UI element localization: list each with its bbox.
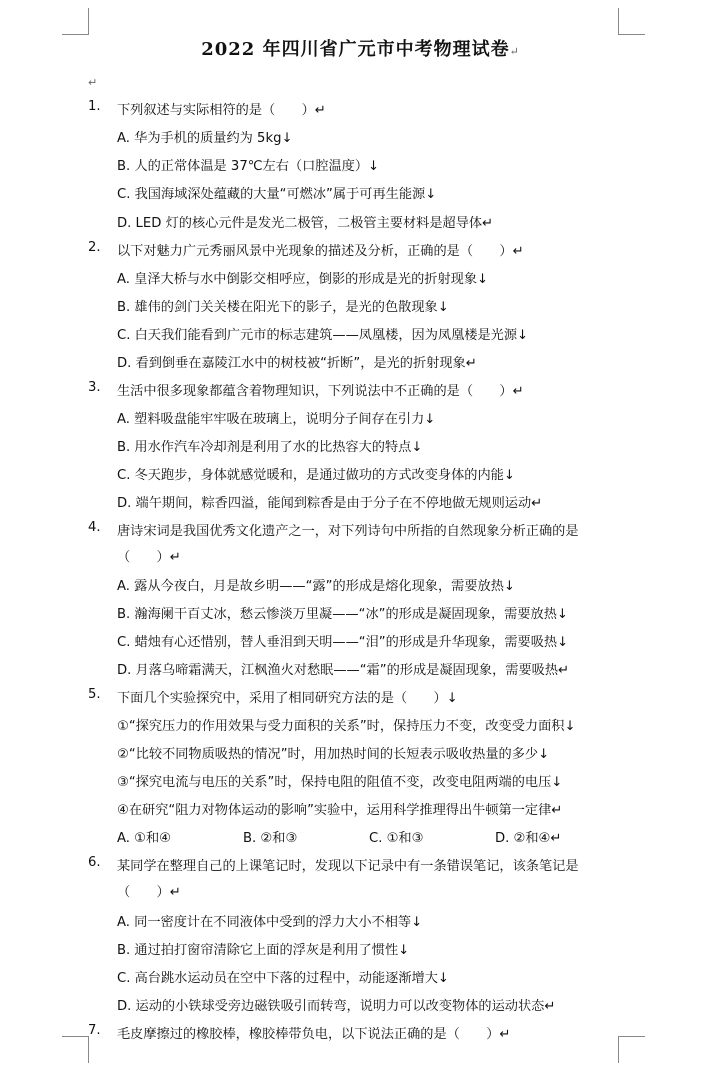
- statement-item: ①“探究压力的作用效果与受力面积的关系”时，保持压力不变，改变受力面积↓: [117, 719, 576, 734]
- question-stem: 以下对魅力广元秀丽风景中光现象的描述及分析，正确的是（ ）↵: [117, 244, 524, 259]
- statement-item: ③“探究电流与电压的关系”时，保持电阻的阻值不变，改变电阻两端的电压↓: [117, 775, 563, 790]
- option-d: D. 运动的小铁球受旁边磁铁吸引而转弯，说明力可以改变物体的运动状态↵: [117, 999, 556, 1014]
- question-number: 7.: [88, 1023, 101, 1038]
- option-d: D. ②和④↵: [495, 831, 562, 846]
- question-stem: 下列叙述与实际相符的是（ ）↵: [117, 103, 326, 118]
- page-corner-mark: [62, 1036, 89, 1063]
- question-stem-continued: （ ）↵: [117, 550, 181, 565]
- page-title: [0, 35, 721, 61]
- statement-item: ④在研究“阻力对物体运动的影响”实验中，运用科学推理得出牛顿第一定律↵: [117, 803, 563, 818]
- option-d: D. 月落乌啼霜满天，江枫渔火对愁眠——“霜”的形成是凝固现象，需要吸热↵: [117, 663, 570, 678]
- question-number: 1.: [88, 99, 101, 114]
- question-stem: 生活中很多现象都蕴含着物理知识，下列说法中不正确的是（ ）↵: [117, 384, 524, 399]
- option-d: D. 看到倒垂在嘉陵江水中的树枝被“折断”，是光的折射现象↵: [117, 356, 477, 371]
- option-b: B. 瀚海阑干百丈冰，愁云惨淡万里凝——“冰”的形成是凝固现象，需要放热↓: [117, 607, 568, 622]
- title-text: 2022 年四川省广元市中考物理试卷: [201, 39, 510, 60]
- option-a: A. 同一密度计在不同液体中受到的浮力大小不相等↓: [117, 915, 423, 930]
- question-number: 6.: [88, 855, 101, 870]
- page-corner-mark: [618, 8, 645, 35]
- question-number: 2.: [88, 240, 101, 255]
- question-stem: 毛皮摩擦过的橡胶棒，橡胶棒带负电，以下说法正确的是（ ）↵: [117, 1027, 511, 1042]
- option-a: A. 露从今夜白，月是故乡明——“露”的形成是熔化现象，需要放热↓: [117, 579, 515, 594]
- option-c: C. ①和③: [369, 831, 424, 846]
- page-corner-mark: [618, 1036, 645, 1063]
- question-stem: 下面几个实验探究中，采用了相同研究方法的是（ ）↓: [117, 691, 458, 706]
- page-corner-mark: [62, 8, 89, 35]
- option-b: B. ②和③: [243, 831, 298, 846]
- paragraph-mark: ↵: [509, 45, 520, 58]
- question-number: 5.: [88, 687, 101, 702]
- option-c: C. 我国海域深处蕴藏的大量“可燃冰”属于可再生能源↓: [117, 187, 437, 202]
- option-a: A. 华为手机的质量约为 5kg↓: [117, 131, 293, 146]
- option-b: B. 雄伟的剑门关关楼在阳光下的影子，是光的色散现象↓: [117, 300, 449, 315]
- question-stem: 唐诗宋词是我国优秀文化遗产之一，对下列诗句中所指的自然现象分析正确的是: [117, 524, 579, 539]
- option-c: C. 蜡烛有心还惜别，替人垂泪到天明——“泪”的形成是升华现象，需要吸热↓: [117, 635, 569, 650]
- option-b: B. 通过拍打窗帘清除它上面的浮灰是利用了惯性↓: [117, 943, 410, 958]
- question-number: 4.: [88, 520, 101, 535]
- question-stem-continued: （ ）↵: [117, 885, 181, 900]
- statement-item: ②“比较不同物质吸热的情况”时，用加热时间的长短表示吸收热量的多少↓: [117, 747, 550, 762]
- option-c: C. 高台跳水运动员在空中下落的过程中，动能逐渐增大↓: [117, 971, 449, 986]
- paragraph-mark: ↵: [88, 76, 98, 89]
- option-a: A. 塑料吸盘能牢牢吸在玻璃上，说明分子间存在引力↓: [117, 412, 436, 427]
- option-c: C. 白天我们能看到广元市的标志建筑——凤凰楼，因为凤凰楼是光源↓: [117, 328, 529, 343]
- option-b: B. 人的正常体温是 37℃左右（口腔温度）↓: [117, 159, 380, 174]
- option-d: D. LED 灯的核心元件是发光二极管，二极管主要材料是超导体↵: [117, 216, 494, 231]
- option-d: D. 端午期间，粽香四溢，能闻到粽香是由于分子在不停地做无规则运动↵: [117, 496, 543, 511]
- option-a: A. ①和④: [117, 831, 172, 846]
- option-b: B. 用水作汽车冷却剂是利用了水的比热容大的特点↓: [117, 440, 423, 455]
- question-number: 3.: [88, 380, 101, 395]
- option-c: C. 冬天跑步，身体就感觉暖和，是通过做功的方式改变身体的内能↓: [117, 468, 515, 483]
- option-a: A. 皇泽大桥与水中倒影交相呼应，倒影的形成是光的折射现象↓: [117, 272, 489, 287]
- question-stem: 某同学在整理自己的上课笔记时，发现以下记录中有一条错误笔记，该条笔记是: [117, 859, 579, 874]
